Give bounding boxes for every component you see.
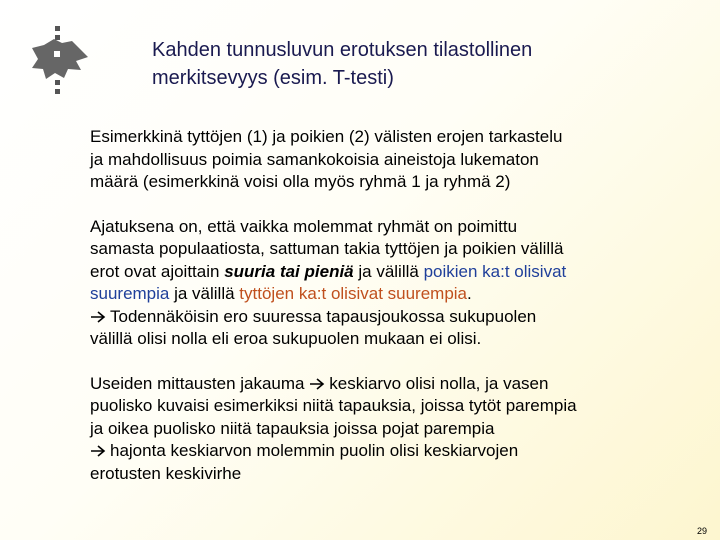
- paragraph-3: [90, 373, 690, 486]
- text-line: Esimerkkinä tyttöjen (1) ja poikien (2) välisten erojen tarkastelu: [90, 127, 563, 146]
- text-segment: erot ovat ajoittain: [90, 261, 225, 281]
- text-line: ja mahdollisuus poimia samankokoisia aineistoja lukematon: [90, 149, 539, 169]
- text-segment: Useiden mittausten jakauma: [90, 373, 310, 393]
- text-segment: ja välillä: [169, 284, 240, 303]
- text-line: ja oikea puolisko niitä tapauksia joissa pojat parempia: [90, 418, 495, 438]
- emphasis-text: suuria tai pieniä: [224, 261, 354, 281]
- slide-title: [152, 36, 692, 92]
- arrow-right-icon: [309, 373, 329, 396]
- text-line: määrä (esimerkkinä voisi olla myös ryhmä 1 ja ryhmä 2): [90, 172, 511, 191]
- paragraph-2: [90, 216, 690, 351]
- text-segment: keskiarvo olisi nolla, ja vasen: [329, 373, 549, 393]
- text-line: Ajatuksena on, että vaikka molemmat ryhmät on poimittu: [90, 216, 518, 236]
- text-segment: hajonta keskiarvon molemmin puolin olisi keskiarvojen: [110, 441, 519, 460]
- highlight-boys: poikien ka:t olisivat: [423, 261, 567, 281]
- text-line: välillä olisi nolla eli eroa sukupuolen mukaan ei olisi.: [90, 329, 482, 348]
- text-line: [90, 261, 690, 284]
- title-line: merkitsevyys (esim. T-testi): [152, 67, 394, 89]
- text-line: [90, 306, 690, 329]
- text-line: [90, 440, 690, 463]
- text-line: [90, 373, 690, 396]
- slide-body: [90, 126, 690, 507]
- paragraph-1: [90, 126, 690, 194]
- title-line: Kahden tunnusluvun erotuksen tilastollinen: [152, 39, 533, 61]
- text-line: [90, 283, 690, 306]
- page-number: 29: [696, 526, 707, 536]
- text-line: puolisko kuvaisi esimerkiksi niitä tapauksia, joissa tytöt parempia: [90, 396, 577, 415]
- highlight-boys: suurempia: [90, 284, 170, 303]
- text-segment: .: [467, 284, 472, 303]
- text-line: erotusten keskivirhe: [90, 463, 242, 483]
- text-line: samasta populaatiosta, sattuman takia tyttöjen ja poikien välillä: [90, 239, 564, 258]
- highlight-girls: tyttöjen ka:t olisivat suurempia: [239, 284, 468, 303]
- arrow-right-icon: [90, 306, 110, 329]
- text-segment: ja välillä: [353, 261, 424, 281]
- university-logo: [26, 24, 90, 98]
- text-segment: Todennäköisin ero suuressa tapausjoukossa sukupuolen: [110, 306, 537, 326]
- arrow-right-icon: [90, 440, 110, 463]
